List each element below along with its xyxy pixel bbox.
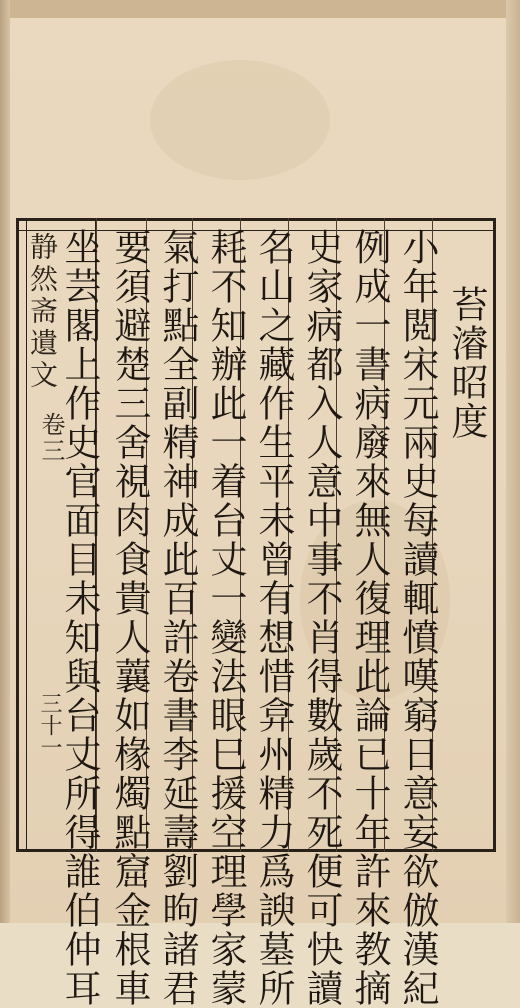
spine-title: 静然斋遺文 <box>26 232 59 392</box>
volume-label: 卷三 <box>37 412 65 464</box>
page-number: 三十一 <box>37 692 62 758</box>
letter-title: 苔濬昭度 <box>445 285 488 441</box>
text-column: 例成一書病廢來無人復理此論已十年許來教摘 <box>348 228 391 1008</box>
text-column: 名山之藏作生平未曾有想惜弇州精力爲諛墓所 <box>252 228 295 1008</box>
text-column: 要須避楚三舍視肉食貴人蘘如椽燭點窟金根車 <box>108 228 151 1008</box>
text-column: 小年閲宋元兩史每讀輒憤嘆窮日意妄欲倣漢紀 <box>396 228 439 1008</box>
text-column: 氣打點全副精神成此百許卷書李延壽劉昫諸君 <box>156 228 199 1008</box>
text-column: 耗不知辦此一着台丈一變法眼巳援空理學家蒙 <box>204 228 247 1008</box>
paper-stain <box>150 60 330 180</box>
text-column: 史家病都入人意中事不肖得數歲不死便可快讀 <box>300 228 343 1008</box>
page-left-edge <box>0 0 10 923</box>
page-top-band <box>0 0 520 18</box>
page-right-edge <box>506 0 520 923</box>
text-column: 坐芸閣上作史官面目未知與台丈所得誰伯仲耳 <box>58 228 101 1008</box>
